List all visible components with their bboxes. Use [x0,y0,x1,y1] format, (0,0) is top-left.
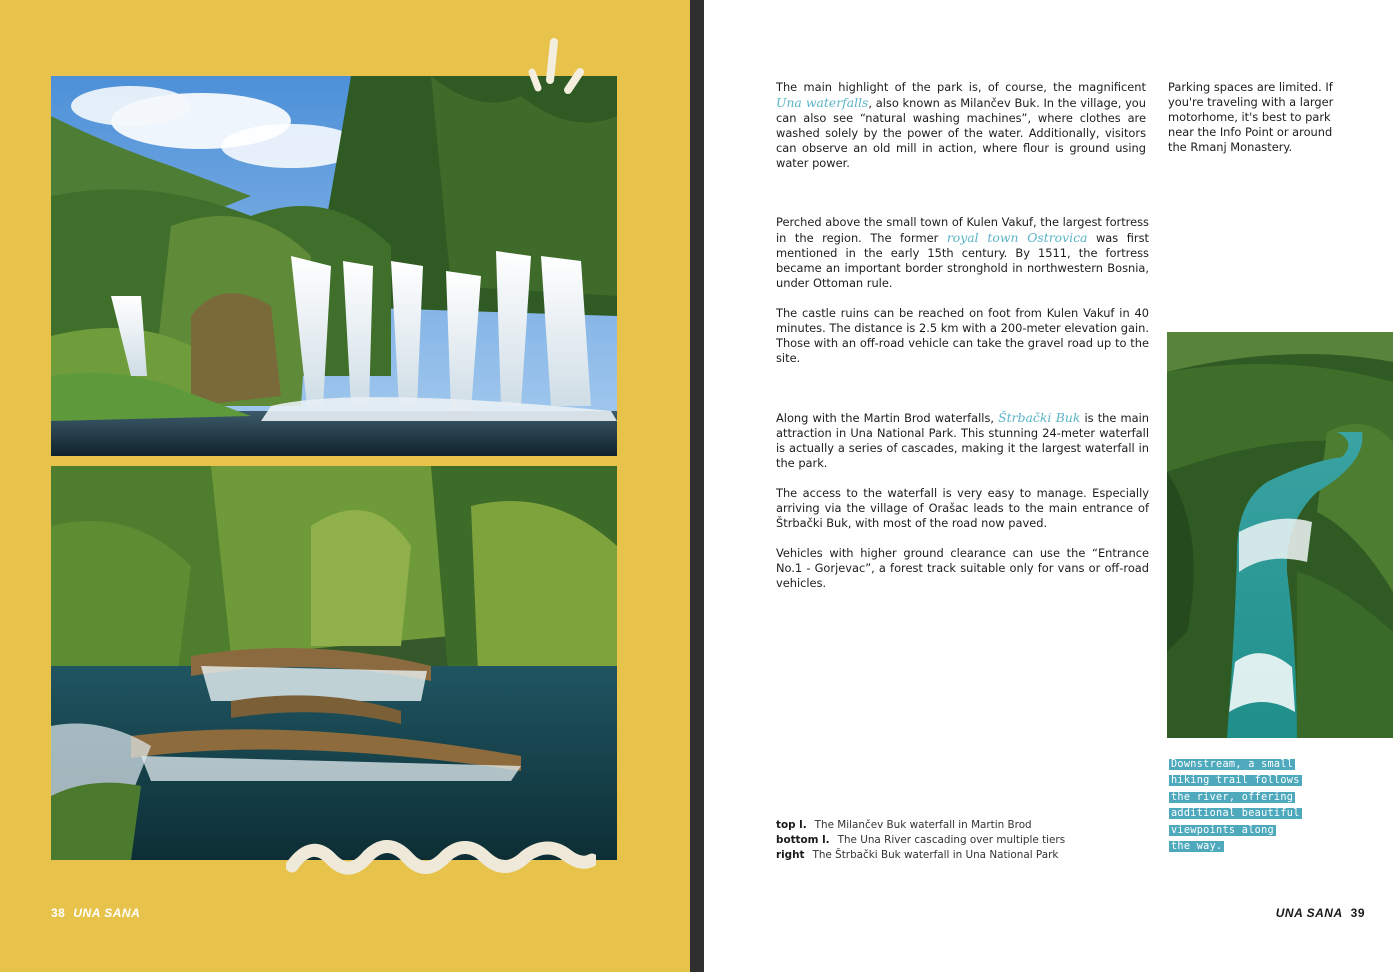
paragraph: Along with the Martin Brod waterfalls, Štrbački Buk is the main attraction in Una National Park. This stunning 24-meter waterfall is actually a series of cascades, making it the largest waterfall in the park. [776,410,1150,470]
book-spine [690,0,704,972]
section-strbacki-buk [776,410,1149,606]
paragraph: Perched above the small town of Kulen Vakuf, the largest fortress in the region. The former royal town Ostrovica was first mentioned in the early 15th century. By 1511, the fortress became an important border stronghold in northwestern Bosnia, under Ottoman rule. [776,215,1149,290]
section-una-waterfalls [776,80,1146,186]
pull-quote [1169,757,1329,855]
decorative-strokes-icon [522,36,592,96]
left-page [0,0,690,972]
section-ostrovica [776,215,1149,381]
sidebar-parking-note: Parking spaces are limited. If you're traveling with a larger motorhome, it's best to park near the Info Point or around the Rmanj Monastery. [1168,80,1334,154]
pull-quote-line: the river, offering [1171,791,1294,803]
strbacki-buk-aerial-photo [1167,332,1393,738]
paragraph: Vehicles with higher ground clearance can use the “Entrance No.1 - Gorjevac”, a forest track suitable only for vans or off-road vehicles. [776,546,1149,590]
pull-quote-line: hiking trail follows [1171,775,1300,787]
pull-quote-line: viewpoints along [1171,824,1274,836]
page-number-right: 39 [1350,906,1365,920]
caption-top-left: top l. The Milančev Buk waterfall in Martin Brod [776,819,1032,831]
magazine-name-left: UNA SANA [73,906,141,920]
pull-quote-line: the way. [1171,841,1223,853]
folio-right [1268,906,1365,920]
caption-bottom-left: bottom l. The Una River cascading over multiple tiers [776,834,1066,846]
pull-quote-line: Downstream, a small [1171,759,1294,770]
cascades-photo-bottom [51,466,617,860]
highlight-una-waterfalls: Una waterfalls [776,95,869,110]
highlight-royal-town-ostrovica: royal town Ostrovica [946,230,1088,245]
paragraph: The access to the waterfall is very easy to manage. Especially arriving via the village of Orašac leads to the main entrance of Štrbački Buk, with most of the road now paved. [776,486,1149,530]
paragraph: The castle ruins can be reached on foot from Kulen Vakuf in 40 minutes. The distance is 2.5 km with a 200-meter elevation gain. Those with an off-road vehicle can take the gravel road up to the site. [776,306,1149,365]
paragraph: The main highlight of the park is, of course, the magnificent Una waterfalls, also known as Milančev Buk. In the village, you can also see “natural washing machines”, where clothes are washed solely by the power of the water. Additionally, visitors can observe an old mill in action, where flour is ground using water power. [776,80,1146,170]
decorative-wave-icon [286,834,596,880]
photo-captions [776,818,1065,863]
folio-left [51,906,148,920]
pull-quote-line: additional beautiful [1171,808,1300,820]
waterfall-photo-top [51,76,617,456]
magazine-name-right: UNA SANA [1275,906,1343,920]
caption-right: right The Štrbački Buk waterfall in Una National Park [776,849,1059,861]
page-number-left: 38 [51,906,66,920]
highlight-strbacki-buk: Štrbački Buk [998,410,1081,425]
